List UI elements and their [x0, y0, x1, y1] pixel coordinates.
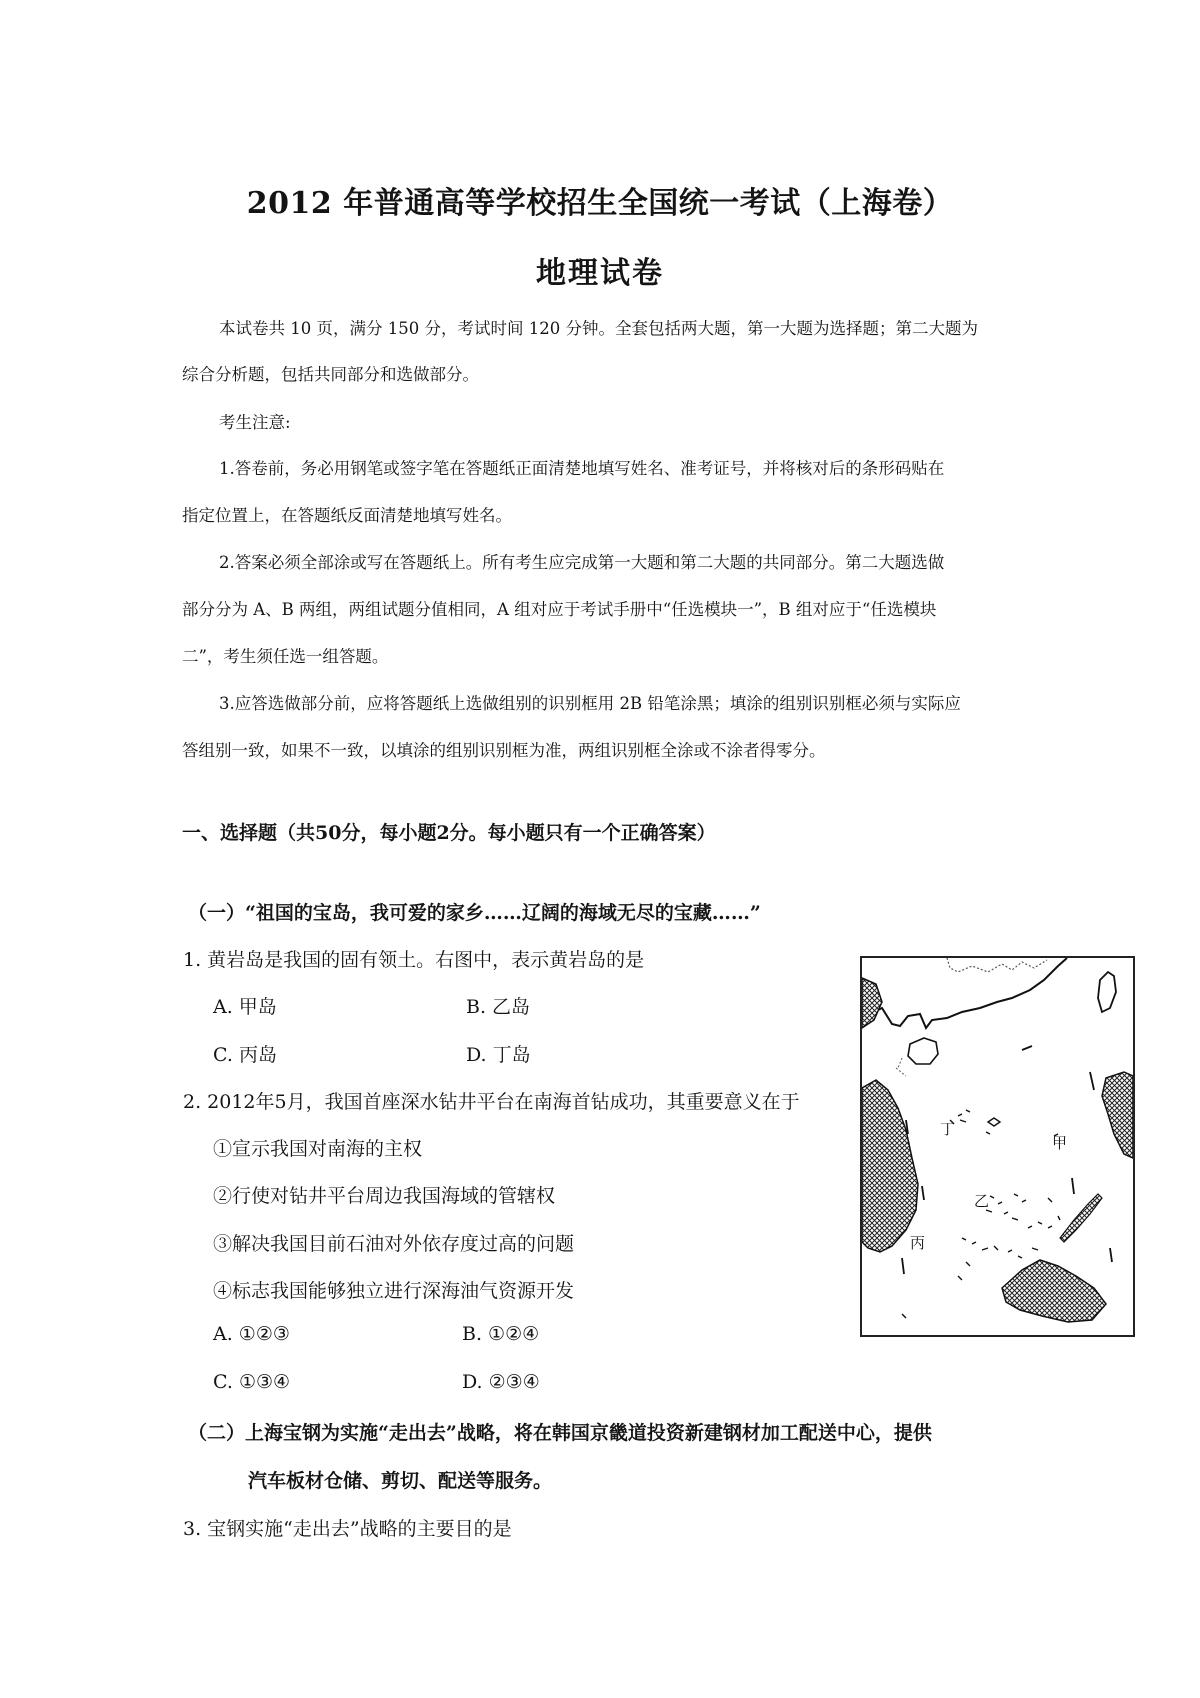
philippines-landmass — [1102, 1072, 1133, 1158]
intro-line-1: 本试卷共 10 页，满分 150 分，考试时间 120 分钟。全套包括两大题，第一大题为选择题；第二大题为 — [219, 319, 978, 338]
exam-subtitle: 地理试卷 — [536, 256, 664, 291]
question-2-statement-4: ④标志我国能够独立进行深海油气资源开发 — [213, 1280, 575, 1302]
south-china-sea-map — [860, 956, 1135, 1337]
question-2-option-b: B. ①②④ — [462, 1323, 540, 1345]
province-border — [947, 958, 1047, 972]
borneo-landmass — [1002, 1260, 1106, 1322]
question-2-statement-1: ①宣示我国对南海的主权 — [213, 1138, 423, 1160]
notice-3-line-2: 答组别一致，如果不一致，以填涂的组别识别框为准，两组识别框全涂或不涂者得零分。 — [182, 741, 826, 760]
notice-3-line-1: 3.应答选做部分前，应将答题纸上选做组别的识别框用 2B 铅笔涂黑；填涂的组别识别框必须与实际应 — [219, 694, 961, 713]
question-2-option-d: D. ②③④ — [462, 1371, 540, 1393]
question-3-stem: 3. 宝钢实施“走出去”战略的主要目的是 — [183, 1518, 512, 1540]
palawan-island — [1060, 1194, 1102, 1242]
map-label-yi: 乙 — [974, 1192, 990, 1210]
section-1-heading: 一、选择题（共50分，每小题2分。每小题只有一个正确答案） — [182, 822, 716, 844]
question-1-option-a: A. 甲岛 — [213, 996, 277, 1018]
question-2-statement-2: ②行使对钻井平台周边我国海域的管辖权 — [213, 1185, 556, 1207]
boundary-dashes — [902, 1046, 1112, 1274]
question-2-stem: 2. 2012年5月，我国首座深水钻井平台在南海首钻成功，其重要意义在于 — [183, 1091, 800, 1113]
notice-1-line-1: 1.答卷前，务必用钢笔或签字笔在答题纸正面清楚地填写姓名、准考证号，并将核对后的条形码贴在 — [219, 459, 945, 478]
question-1-option-c: C. 丙岛 — [213, 1044, 277, 1066]
group-1-heading: （一）“祖国的宝岛，我可爱的家乡……辽阔的海域无尽的宝藏……” — [188, 902, 761, 924]
taiwan-island — [1098, 972, 1116, 1012]
notice-2-line-2: 部分分为 A、B 两组，两组试题分值相同，A 组对应于考试手册中“任选模块一”，B 组对应于“任选模块 — [182, 600, 937, 619]
question-2-option-c: C. ①③④ — [213, 1371, 291, 1393]
question-2-statement-3: ③解决我国目前石油对外依存度过高的问题 — [213, 1233, 575, 1255]
hainan-island — [908, 1038, 938, 1064]
group-2-heading-line-1: （二）上海宝钢为实施“走出去”战略，将在韩国京畿道投资新建钢材加工配送中心，提供 — [188, 1422, 932, 1444]
map-label-bing: 丙 — [910, 1234, 926, 1252]
question-1-option-d: D. 丁岛 — [466, 1044, 531, 1066]
map-svg — [862, 958, 1133, 1335]
notice-title: 考生注意: — [219, 413, 291, 432]
map-label-jia: 甲 — [1052, 1134, 1068, 1152]
intro-line-2: 综合分析题，包括共同部分和选做部分。 — [182, 365, 479, 384]
exam-title: 2012 年普通高等学校招生全国统一考试（上海卷） — [246, 186, 954, 221]
indochina-landmass — [862, 978, 882, 1028]
notice-2-line-3: 二”，考生须任选一组答题。 — [182, 647, 389, 666]
question-1-option-b: B. 乙岛 — [466, 996, 531, 1018]
notice-1-line-2: 指定位置上，在答题纸反面清楚地填写姓名。 — [182, 506, 512, 525]
map-label-ding: 丁 — [940, 1120, 956, 1138]
group-2-heading-line-2: 汽车板材仓储、剪切、配送等服务。 — [248, 1470, 553, 1492]
vietnam-coast — [862, 1080, 918, 1252]
question-1-stem: 1. 黄岩岛是我国的固有领土。右图中，表示黄岩岛的是 — [183, 949, 645, 971]
question-2-option-a: A. ①②③ — [213, 1323, 290, 1345]
notice-2-line-1: 2.答案必须全部涂或写在答题纸上。所有考生应完成第一大题和第二大题的共同部分。第二大题选做 — [219, 553, 945, 572]
mainland-coastline — [862, 958, 1067, 1028]
